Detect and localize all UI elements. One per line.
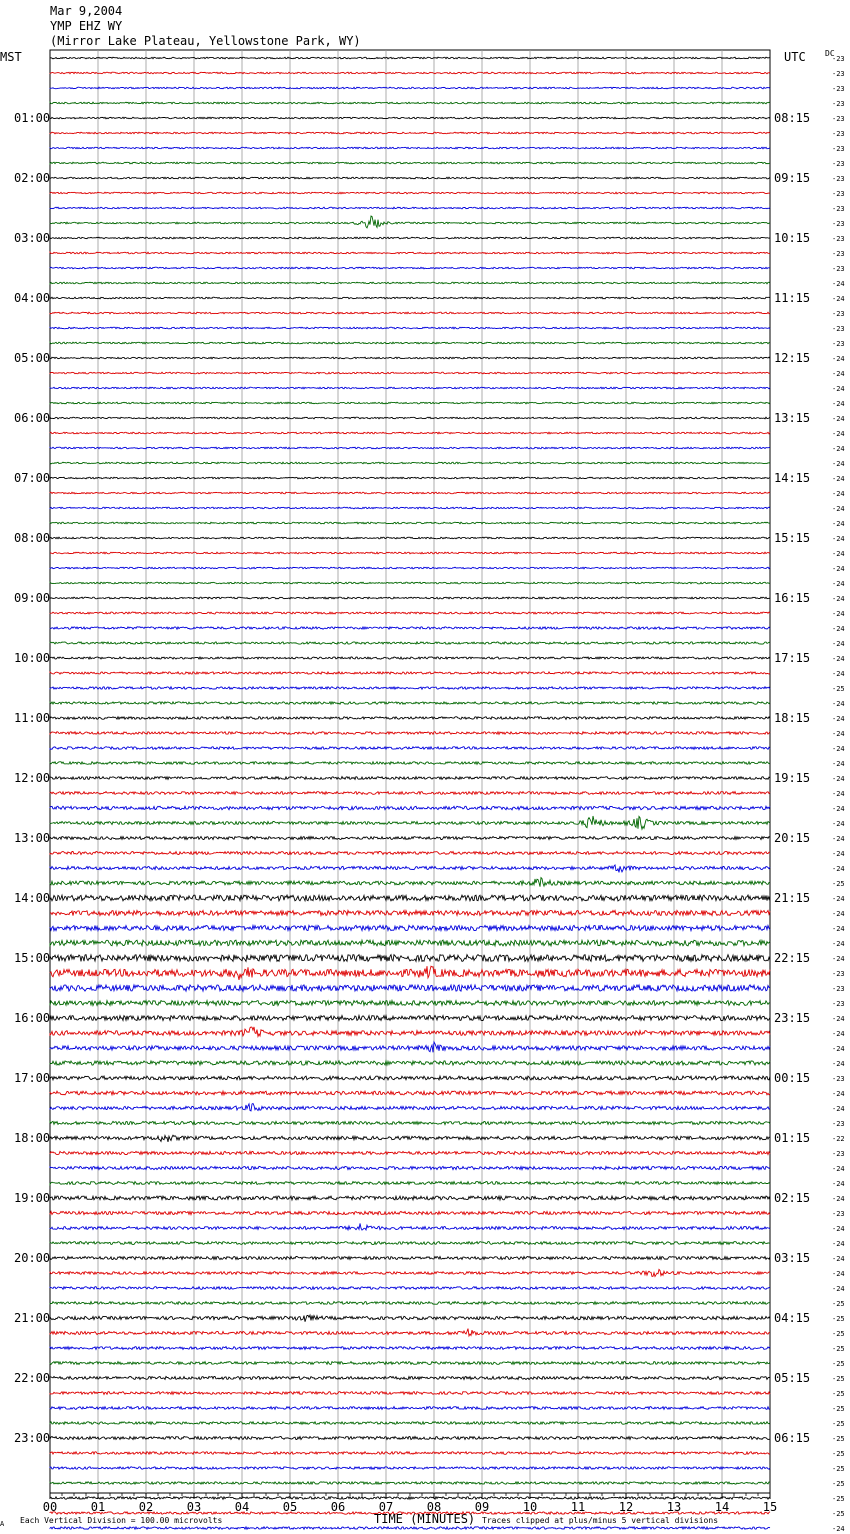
dc-offset-label: -23 — [832, 175, 845, 183]
dc-offset-label: -24 — [832, 670, 845, 678]
seismic-trace — [50, 252, 770, 254]
seismic-trace — [50, 492, 770, 494]
utc-hour-label: 16:15 — [774, 591, 811, 605]
dc-offset-label: -24 — [832, 355, 845, 363]
seismic-trace — [50, 312, 770, 314]
dc-offset-label: -24 — [832, 895, 845, 903]
dc-offset-label: -24 — [832, 1225, 845, 1233]
seismic-trace — [50, 1482, 770, 1484]
seismic-trace — [50, 792, 770, 795]
seismic-trace — [50, 1016, 770, 1021]
dc-offset-label: -25 — [832, 1420, 845, 1428]
x-tick-label: 14 — [714, 1500, 730, 1514]
dc-offset-label: -24 — [832, 1180, 845, 1188]
seismic-trace — [50, 1242, 770, 1245]
dc-offset-label: -24 — [832, 1105, 845, 1113]
dc-offset-label: -23 — [832, 160, 845, 168]
seismic-trace — [50, 192, 770, 194]
seismic-trace — [50, 687, 770, 689]
utc-hour-label: 03:15 — [774, 1251, 811, 1265]
seismic-traces — [50, 57, 770, 1534]
dc-offset-label: -24 — [832, 475, 845, 483]
dc-offset-label: -23 — [832, 985, 845, 993]
dc-offset-label: -25 — [832, 1300, 845, 1308]
dc-offset-label: -23 — [832, 55, 845, 63]
seismic-trace — [50, 117, 770, 119]
dc-offset-label: -25 — [832, 1465, 845, 1473]
seismic-trace — [50, 1287, 770, 1290]
mst-hour-label: 01:00 — [14, 111, 51, 125]
x-tick-label: 11 — [570, 1500, 586, 1514]
seismic-trace — [50, 162, 770, 164]
seismic-trace — [50, 747, 770, 750]
seismic-trace — [50, 297, 770, 299]
mst-hour-label: 08:00 — [14, 531, 51, 545]
seismic-trace — [50, 1422, 770, 1425]
utc-hour-label: 13:15 — [774, 411, 811, 425]
dc-offset-label: -23 — [832, 220, 845, 228]
dc-offset-label: -24 — [832, 1240, 845, 1248]
dc-offset-label: -24 — [832, 595, 845, 603]
dc-offset-label: -24 — [832, 775, 845, 783]
seismic-trace — [50, 910, 770, 915]
dc-offset-label: -24 — [832, 655, 845, 663]
mst-hour-label: 10:00 — [14, 651, 51, 665]
dc-offset-label: -24 — [832, 370, 845, 378]
seismic-trace — [50, 627, 770, 629]
mst-hour-label: 07:00 — [14, 471, 51, 485]
x-tick-label: 01 — [90, 1500, 106, 1514]
dc-offset-label: -24 — [832, 730, 845, 738]
mst-hour-labels — [14, 111, 50, 1445]
x-tick-label: 02 — [138, 1500, 154, 1514]
utc-hour-label: 12:15 — [774, 351, 811, 365]
utc-hour-label: 17:15 — [774, 651, 811, 665]
dc-offset-label: -24 — [832, 1195, 845, 1203]
seismic-trace — [50, 816, 770, 829]
seismic-trace — [50, 522, 770, 524]
mst-hour-label: 13:00 — [14, 831, 51, 845]
mst-hour-label: 22:00 — [14, 1371, 51, 1385]
left-timezone-label: MST — [0, 50, 22, 64]
dc-offset-label: -24 — [832, 505, 845, 513]
x-tick-label: 05 — [282, 1500, 298, 1514]
dc-offset-label: -24 — [832, 700, 845, 708]
seismic-trace — [50, 1452, 770, 1455]
dc-offset-label: -25 — [832, 1510, 845, 1518]
dc-offset-label: -23 — [832, 1120, 845, 1128]
seismic-trace — [50, 1269, 770, 1276]
utc-hour-label: 02:15 — [774, 1191, 811, 1205]
seismic-trace — [50, 955, 770, 962]
dc-offset-label: -24 — [832, 280, 845, 288]
dc-offset-label: -25 — [832, 1390, 845, 1398]
seismic-trace — [50, 537, 770, 539]
seismic-trace — [50, 207, 770, 209]
utc-hour-label: 05:15 — [774, 1371, 811, 1385]
mst-hour-label: 21:00 — [14, 1311, 51, 1325]
dc-offset-label: -24 — [832, 940, 845, 948]
dc-offset-label: -23 — [832, 190, 845, 198]
seismic-trace — [50, 1377, 770, 1380]
dc-offset-label: -23 — [832, 250, 845, 258]
dc-offset-label: -23 — [832, 325, 845, 333]
dc-offset-label: -24 — [832, 790, 845, 798]
dc-offset-label: -24 — [832, 610, 845, 618]
mst-hour-label: 20:00 — [14, 1251, 51, 1265]
seismic-trace — [50, 1166, 770, 1169]
seismic-trace — [50, 237, 770, 239]
seismic-trace — [50, 1151, 770, 1154]
dc-offset-label: -24 — [832, 820, 845, 828]
mst-hour-label: 09:00 — [14, 591, 51, 605]
utc-hour-label: 10:15 — [774, 231, 811, 245]
seismic-trace — [50, 216, 770, 228]
seismic-trace — [50, 447, 770, 449]
seismic-trace — [50, 1347, 770, 1350]
mst-hour-label: 12:00 — [14, 771, 51, 785]
seismic-trace — [50, 1497, 770, 1500]
seismic-trace — [50, 1257, 770, 1260]
seismic-trace — [50, 672, 770, 674]
seismic-trace — [50, 717, 770, 720]
mst-hour-label: 11:00 — [14, 711, 51, 725]
dc-offset-label: -23 — [832, 130, 845, 138]
utc-hour-label: 11:15 — [774, 291, 811, 305]
utc-hour-label: 23:15 — [774, 1011, 811, 1025]
seismic-trace — [50, 87, 770, 89]
dc-offset-label: -25 — [832, 685, 845, 693]
x-tick-label: 06 — [330, 1500, 346, 1514]
footer-clip-note: Traces clipped at plus/minus 5 vertical divisions — [482, 1516, 719, 1525]
seismic-trace — [50, 1407, 770, 1410]
dc-offset-label: -24 — [832, 955, 845, 963]
dc-offset-label: -24 — [832, 295, 845, 303]
seismic-trace — [50, 878, 770, 887]
x-tick-label: 00 — [42, 1500, 58, 1514]
seismic-trace — [50, 865, 770, 872]
utc-hour-label: 21:15 — [774, 891, 811, 905]
dc-offset-label: -23 — [832, 70, 845, 78]
x-tick-label: 04 — [234, 1500, 250, 1514]
dc-offset-label: -25 — [832, 1315, 845, 1323]
dc-offset-label: -24 — [832, 445, 845, 453]
dc-offset-label: -24 — [832, 925, 845, 933]
seismic-trace — [50, 642, 770, 644]
mst-hour-label: 02:00 — [14, 171, 51, 185]
seismic-trace — [50, 895, 770, 901]
dc-offset-label: -24 — [832, 760, 845, 768]
dc-offset-label: -24 — [832, 835, 845, 843]
dc-offset-label: -23 — [832, 310, 845, 318]
dc-offset-label: -24 — [832, 385, 845, 393]
dc-offset-label: -24 — [832, 910, 845, 918]
x-tick-label: 03 — [186, 1500, 202, 1514]
x-axis-title: TIME (MINUTES) — [374, 1512, 476, 1526]
dc-offset-label: -24 — [832, 400, 845, 408]
seismic-trace — [50, 402, 770, 404]
dc-offset-label: -25 — [832, 880, 845, 888]
seismic-trace — [50, 327, 770, 329]
seismic-trace — [50, 357, 770, 359]
utc-hour-label: 22:15 — [774, 951, 811, 965]
seismic-trace — [50, 1121, 770, 1124]
dc-offset-label: -22 — [832, 1135, 845, 1143]
seismic-trace — [50, 477, 770, 479]
seismic-trace — [50, 1315, 770, 1322]
dc-offset-label: -23 — [832, 340, 845, 348]
seismic-trace — [50, 777, 770, 780]
dc-offset-label: -24 — [832, 1090, 845, 1098]
seismic-trace — [50, 432, 770, 434]
dc-label: DC — [825, 49, 835, 58]
seismic-trace — [50, 282, 770, 284]
seismic-trace — [50, 342, 770, 344]
dc-offset-label: -24 — [832, 640, 845, 648]
dc-offset-label: -25 — [832, 1360, 845, 1368]
dc-offset-label: -25 — [832, 1435, 845, 1443]
utc-hour-labels — [774, 111, 810, 1445]
mst-hour-label: 19:00 — [14, 1191, 51, 1205]
x-tick-label: 15 — [762, 1500, 778, 1514]
dc-offset-label: -24 — [832, 520, 845, 528]
utc-hour-label: 08:15 — [774, 111, 811, 125]
seismic-trace — [50, 1223, 770, 1230]
mst-hour-label: 16:00 — [14, 1011, 51, 1025]
seismic-trace — [50, 1362, 770, 1365]
dc-offset-label: -24 — [832, 850, 845, 858]
seismic-trace — [50, 57, 770, 59]
dc-offset-label: -25 — [832, 1345, 845, 1353]
right-timezone-label: UTC — [784, 50, 806, 64]
seismic-trace — [50, 852, 770, 855]
dc-offset-label: -23 — [832, 205, 845, 213]
seismic-trace — [50, 612, 770, 614]
plot-frame — [50, 50, 770, 1493]
dc-offset-label: -25 — [832, 1330, 845, 1338]
seismic-trace — [50, 1135, 770, 1142]
seismic-trace — [50, 837, 770, 840]
dc-offset-label: -24 — [832, 805, 845, 813]
dc-offset-label: -24 — [832, 1015, 845, 1023]
dc-offset-label: -24 — [832, 1525, 845, 1533]
dc-offset-label: -25 — [832, 1495, 845, 1503]
seismic-trace — [50, 1329, 770, 1336]
mst-hour-label: 17:00 — [14, 1071, 51, 1085]
utc-hour-label: 09:15 — [774, 171, 811, 185]
dc-offset-label: -25 — [832, 1405, 845, 1413]
dc-offset-label: -24 — [832, 1270, 845, 1278]
dc-offset-label: -25 — [832, 1375, 845, 1383]
seismic-trace — [50, 1196, 770, 1200]
mst-hour-label: 04:00 — [14, 291, 51, 305]
utc-hour-label: 18:15 — [774, 711, 811, 725]
seismic-trace — [50, 1076, 770, 1080]
x-tick-label: 10 — [522, 1500, 538, 1514]
dc-offset-label: -24 — [832, 430, 845, 438]
seismic-trace — [50, 1392, 770, 1395]
mst-hour-label: 15:00 — [14, 951, 51, 965]
x-tick-label: 12 — [618, 1500, 634, 1514]
dc-offset-label: -24 — [832, 1045, 845, 1053]
seismic-trace — [50, 1527, 770, 1529]
x-axis — [43, 1493, 777, 1514]
utc-hour-label: 14:15 — [774, 471, 811, 485]
seismic-trace — [50, 552, 770, 554]
seismic-trace — [50, 1061, 770, 1065]
footer-scale-note: Each Vertical Division = 100.00 microvolts — [20, 1516, 223, 1525]
dc-offset-label: -24 — [832, 1030, 845, 1038]
x-tick-label: 09 — [474, 1500, 490, 1514]
dc-offset-label: -25 — [832, 1480, 845, 1488]
seismic-trace — [50, 1182, 770, 1185]
dc-offset-label: -24 — [832, 1255, 845, 1263]
mst-hour-label: 06:00 — [14, 411, 51, 425]
x-tick-label: 08 — [426, 1500, 442, 1514]
seismic-trace — [50, 1027, 770, 1037]
dc-offset-label: -24 — [832, 490, 845, 498]
location-label: (Mirror Lake Plateau, Yellowstone Park, WY) — [50, 34, 361, 48]
dc-offset-label: -24 — [832, 550, 845, 558]
dc-offset-label: -24 — [832, 415, 845, 423]
seismic-trace — [50, 102, 770, 104]
utc-hour-label: 19:15 — [774, 771, 811, 785]
seismic-trace — [50, 72, 770, 74]
seismic-trace — [50, 925, 770, 930]
utc-hour-label: 15:15 — [774, 531, 811, 545]
seismic-trace — [50, 177, 770, 179]
dc-offset-label: -23 — [832, 970, 845, 978]
seismic-trace — [50, 1437, 770, 1440]
utc-hour-label: 01:15 — [774, 1131, 811, 1145]
mst-hour-label: 18:00 — [14, 1131, 51, 1145]
seismic-trace — [50, 597, 770, 599]
dc-offset-label: -24 — [832, 745, 845, 753]
seismic-trace — [50, 1001, 770, 1006]
utc-hour-label: 20:15 — [774, 831, 811, 845]
dc-offset-label: -24 — [832, 535, 845, 543]
mst-hour-label: 05:00 — [14, 351, 51, 365]
dc-offset-label: -24 — [832, 1165, 845, 1173]
seismic-trace — [50, 806, 770, 810]
seismic-trace — [50, 702, 770, 704]
dc-offset-label: -23 — [832, 1210, 845, 1218]
dc-offset-label: -23 — [832, 100, 845, 108]
dc-offset-label: -24 — [832, 460, 845, 468]
dc-offset-label: -24 — [832, 715, 845, 723]
seismic-trace — [50, 966, 770, 980]
dc-offset-label: -24 — [832, 1060, 845, 1068]
dc-offset-label: -25 — [832, 1450, 845, 1458]
x-tick-label: 13 — [666, 1500, 682, 1514]
dc-offset-label: -23 — [832, 1000, 845, 1008]
seismic-trace — [50, 1467, 770, 1469]
seismic-trace — [50, 507, 770, 509]
dc-offset-label: -24 — [832, 625, 845, 633]
dc-offset-label: -23 — [832, 115, 845, 123]
dc-offset-label: -23 — [832, 1150, 845, 1158]
dc-offset-label: -24 — [832, 865, 845, 873]
date-label: Mar 9,2004 — [50, 4, 123, 18]
seismic-trace — [50, 582, 770, 584]
seismic-trace — [50, 657, 770, 659]
plot-grid — [50, 50, 770, 1493]
seismic-trace — [50, 372, 770, 374]
seismic-trace — [50, 940, 770, 946]
seismic-trace — [50, 267, 770, 269]
utc-hour-label: 04:15 — [774, 1311, 811, 1325]
seismic-trace — [50, 1211, 770, 1214]
x-tick-label: 07 — [378, 1500, 394, 1514]
station-label: YMP EHZ WY — [50, 19, 123, 33]
dc-offset-label: -24 — [832, 580, 845, 588]
seismic-trace — [50, 417, 770, 419]
mst-hour-label: 23:00 — [14, 1431, 51, 1445]
seismic-trace — [50, 462, 770, 464]
seismic-trace — [50, 132, 770, 134]
footer-mark: A — [0, 1520, 5, 1528]
dc-offset-label: -24 — [832, 1285, 845, 1293]
mst-hour-label: 03:00 — [14, 231, 51, 245]
seismic-trace — [50, 762, 770, 765]
seismic-trace — [50, 387, 770, 389]
seismic-trace — [50, 732, 770, 735]
utc-hour-label: 06:15 — [774, 1431, 811, 1445]
dc-offset-label: -23 — [832, 145, 845, 153]
seismic-trace — [50, 1302, 770, 1305]
dc-offset-label: -24 — [832, 565, 845, 573]
utc-hour-label: 00:15 — [774, 1071, 811, 1085]
dc-offset-label: -23 — [832, 85, 845, 93]
seismic-trace — [50, 1104, 770, 1111]
seismic-trace — [50, 1091, 770, 1095]
seismic-trace — [50, 147, 770, 149]
dc-offset-label: -23 — [832, 235, 845, 243]
seismic-trace — [50, 1042, 770, 1052]
dc-offset-label: -23 — [832, 1075, 845, 1083]
dc-offset-labels — [832, 55, 845, 1534]
mst-hour-label: 14:00 — [14, 891, 51, 905]
dc-offset-label: -23 — [832, 265, 845, 273]
seismic-trace — [50, 567, 770, 569]
seismic-trace — [50, 985, 770, 991]
